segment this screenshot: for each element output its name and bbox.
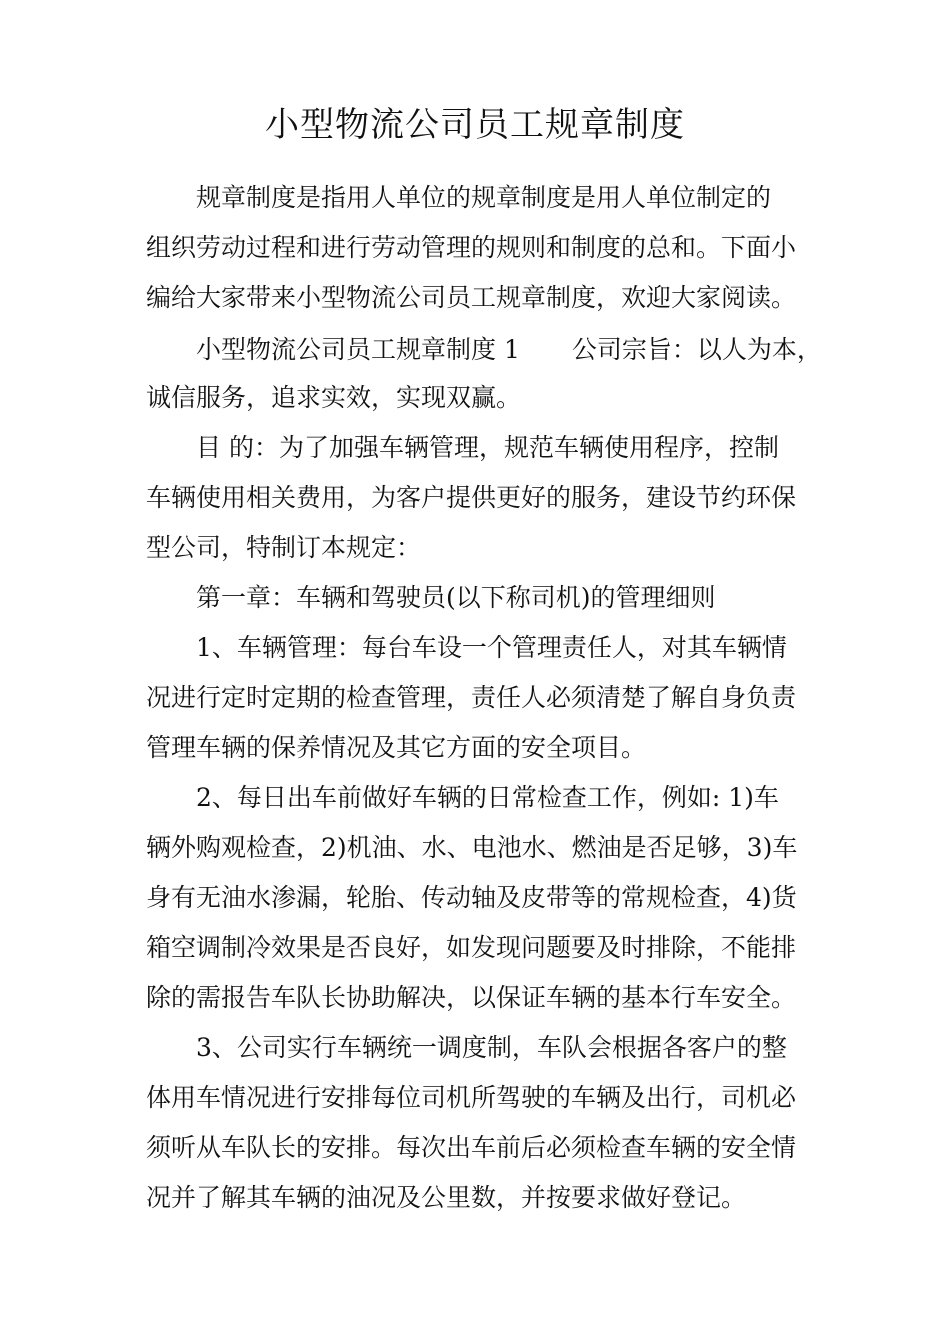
chapter-heading: 第一章：车辆和驾驶员(以下称司机)的管理细则	[196, 583, 716, 612]
paragraph-2-line-1	[196, 333, 822, 367]
paragraph-6-line-4: 箱空调制冷效果是否良好，如发现问题要及时排除，不能排	[146, 933, 797, 962]
paragraph-7-line-2: 体用车情况进行安排每位司机所驾驶的车辆及出行，司机必	[146, 1083, 797, 1112]
paragraph-2-line-2: 诚信服务，追求实效，实现双赢。	[146, 383, 522, 412]
paragraph-6-line-1: 2、每日出车前做好车辆的日常检查工作，例如: 1)车	[196, 783, 779, 812]
paragraph-6-line-2: 辆外购观检查，2)机油、水、电池水、燃油是否足够，3)车	[146, 833, 798, 862]
paragraph-6-line-3: 身有无油水渗漏，轮胎、传动轴及皮带等的常规检查，4)货	[146, 883, 797, 912]
company-purpose: 公司宗旨：以人为本，	[571, 335, 822, 364]
paragraph-5-line-3: 管理车辆的保养情况及其它方面的安全项目。	[146, 733, 647, 762]
paragraph-1-line-1: 规章制度是指用人单位的规章制度是用人单位制定的	[196, 183, 772, 212]
paragraph-3-line-3: 型公司，特制订本规定：	[146, 533, 422, 562]
paragraph-7-line-4: 况并了解其车辆的油况及公里数，并按要求做好登记。	[146, 1183, 747, 1212]
paragraph-3-line-1: 目 的：为了加强车辆管理，规范车辆使用程序，控制	[196, 433, 779, 462]
paragraph-5-line-2: 况进行定时定期的检查管理，责任人必须清楚了解自身负责	[146, 683, 797, 712]
paragraph-6-line-5: 除的需报告车队长协助解决，以保证车辆的基本行车安全。	[146, 983, 797, 1012]
paragraph-3-line-2: 车辆使用相关费用，为客户提供更好的服务，建设节约环保	[146, 483, 797, 512]
paragraph-1-line-2: 组织劳动过程和进行劳动管理的规则和制度的总和。下面小	[146, 233, 797, 262]
paragraph-5-line-1: 1、车辆管理：每台车设一个管理责任人，对其车辆情	[196, 633, 787, 662]
document-title: 小型物流公司员工规章制度	[265, 105, 685, 145]
section-heading: 小型物流公司员工规章制度 1	[196, 335, 520, 364]
paragraph-7-line-1: 3、公司实行车辆统一调度制，车队会根据各客户的整	[196, 1033, 787, 1062]
paragraph-7-line-3: 须听从车队长的安排。每次出车前后必须检查车辆的安全情	[146, 1133, 797, 1162]
paragraph-1-line-3: 编给大家带来小型物流公司员工规章制度，欢迎大家阅读。	[146, 283, 797, 312]
